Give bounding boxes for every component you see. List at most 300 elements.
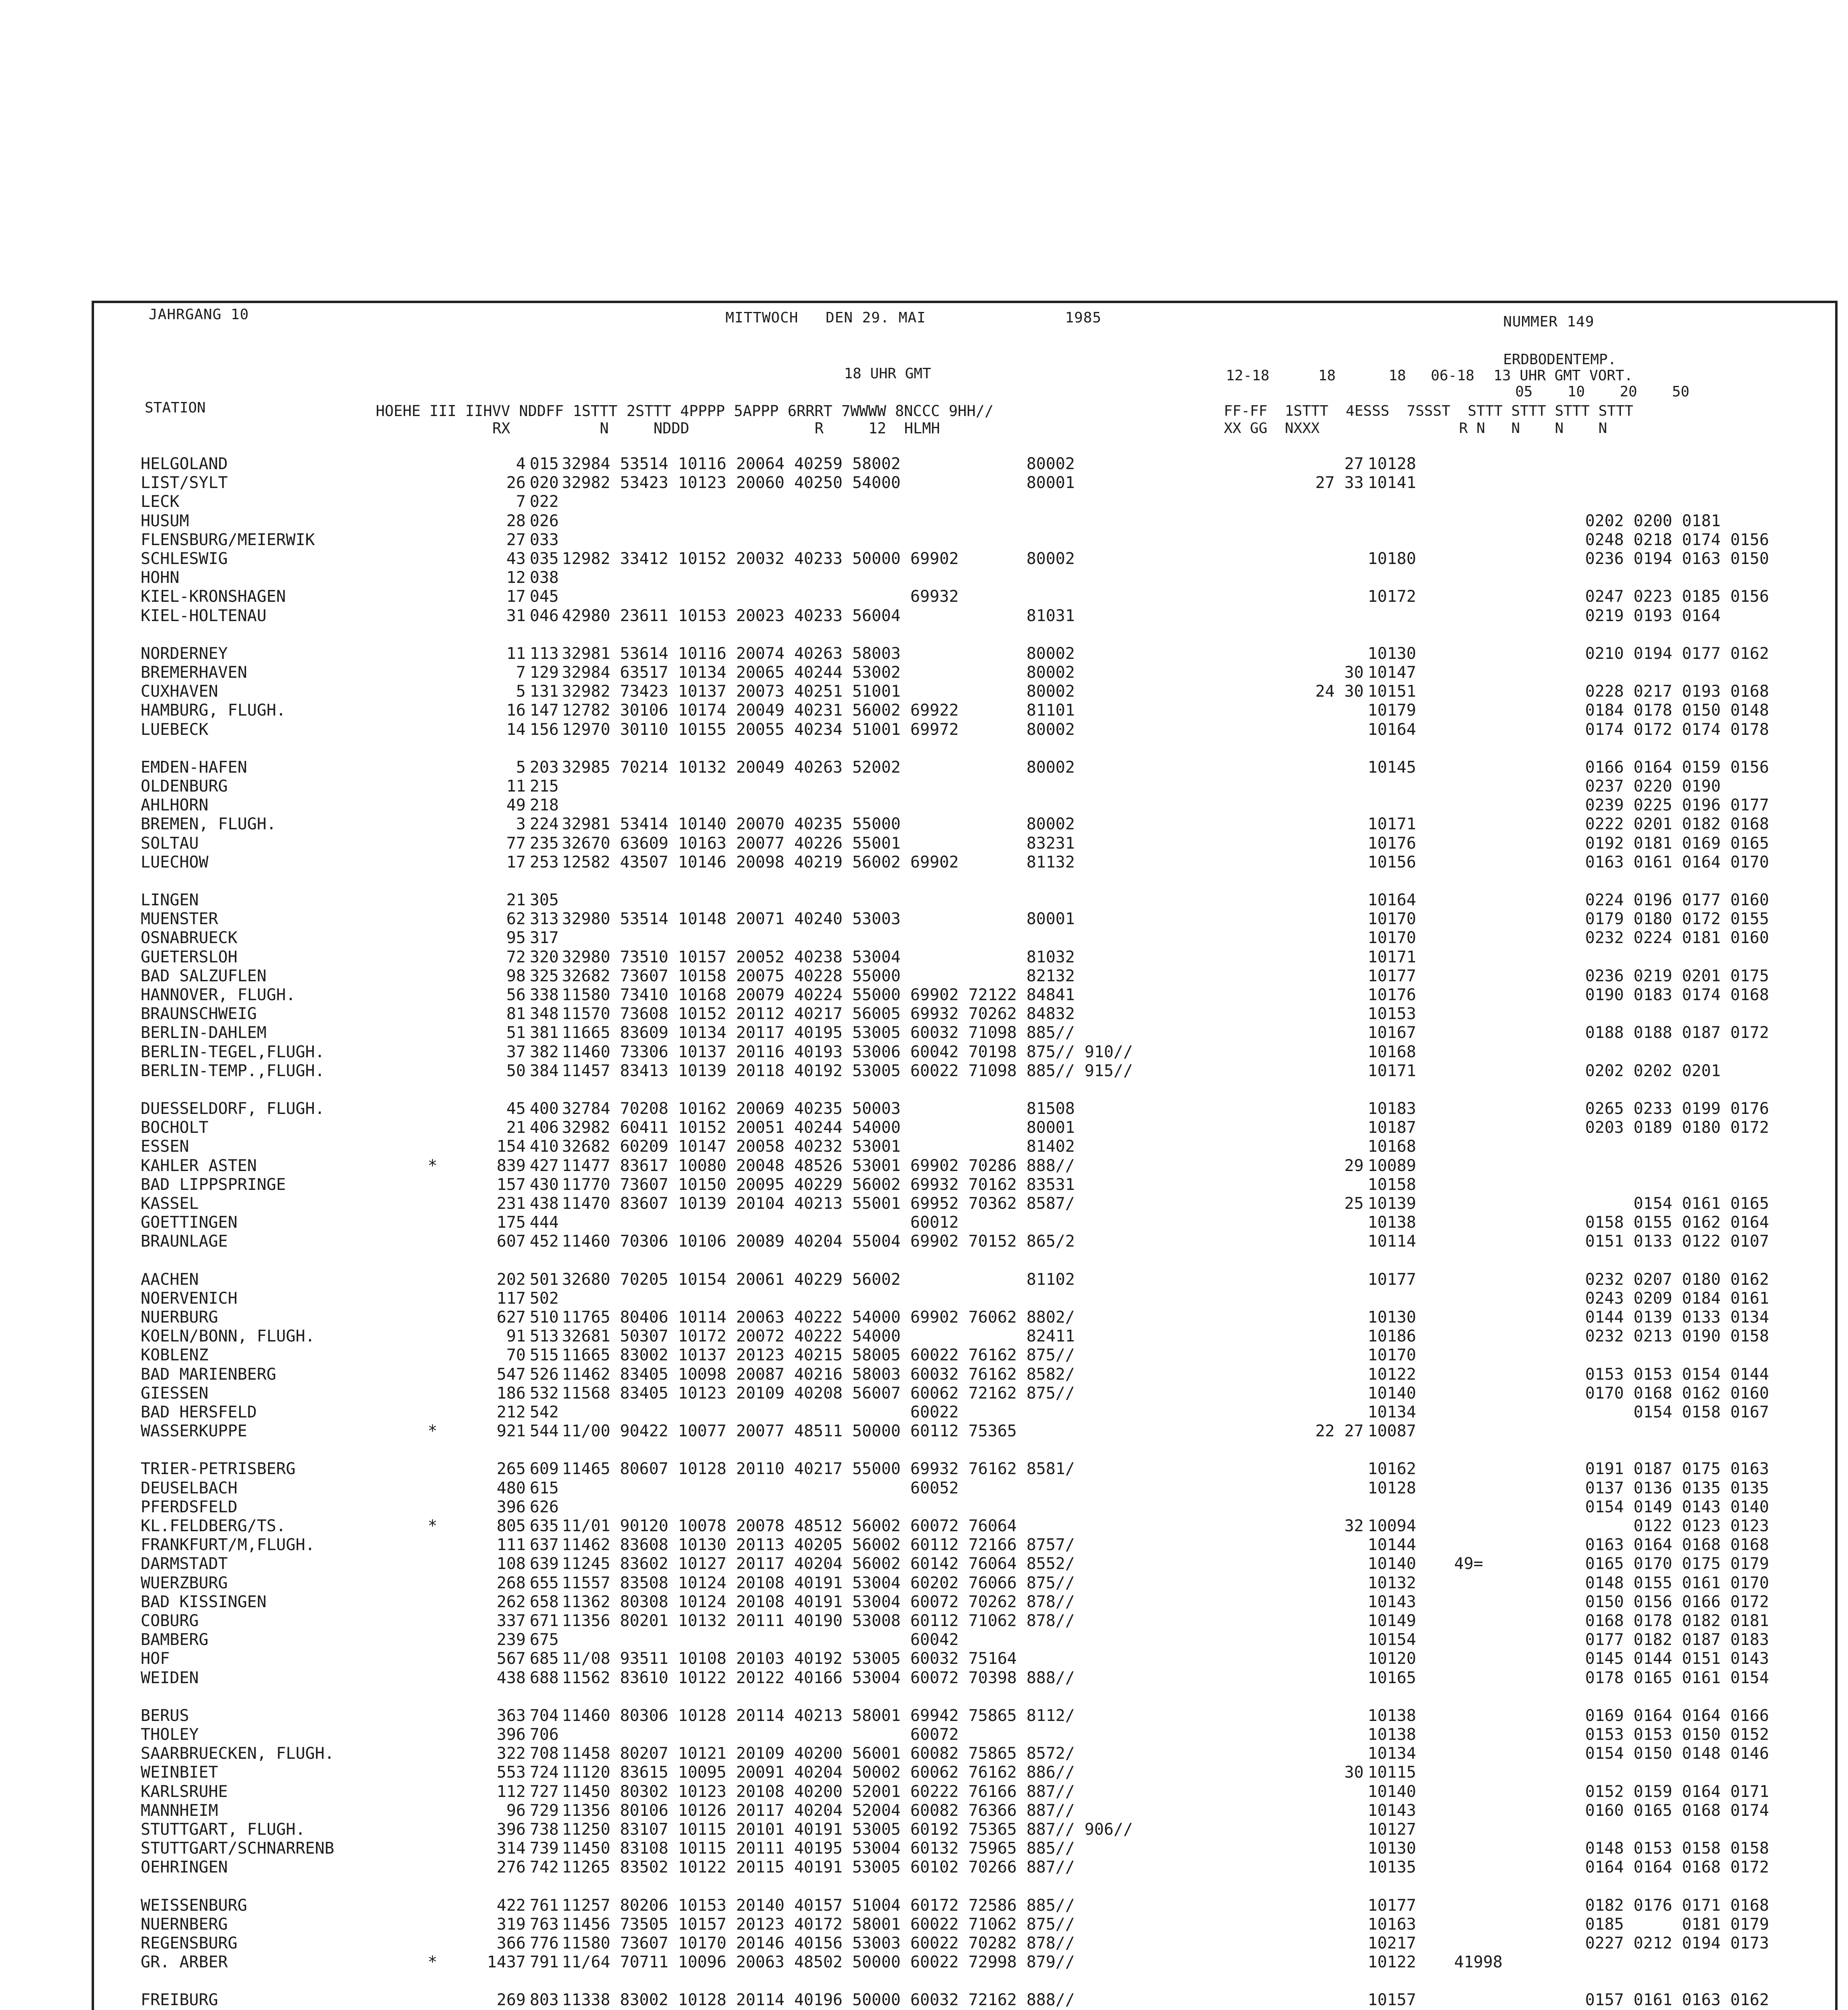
soil-temps: 0232 0207 0180 0162 [1585,1270,1769,1289]
synop-groups: 11460 73306 10137 20116 40193 53006 60042 70198 875// 910// [562,1043,1133,1061]
table-row [92,1517,1838,1535]
report-date: MITTWOCH DEN 29. MAI [725,310,926,326]
station-iii: 501 [530,1270,559,1289]
table-row [92,531,1838,549]
table-row [92,1612,1838,1630]
synop-groups: 11770 73607 10150 20095 40229 56002 69932 70162 83531 [562,1175,1075,1194]
synop-groups: 60022 [562,1403,959,1421]
soil-temps: 0247 0223 0185 0156 [1585,587,1769,606]
max-temp: 10176 [1368,834,1416,853]
soil-temps: 0248 0218 0174 0156 [1585,531,1769,549]
soil-temps: 0222 0201 0182 0168 [1585,815,1769,833]
station-hoehe: 202 [496,1270,526,1289]
table-row [92,1916,1838,1933]
synop-groups: 11580 73410 10168 20079 40224 55000 69902 72122 84841 [562,986,1075,1004]
station-name: LECK [141,492,180,511]
station-name: AHLHORN [141,796,209,814]
max-temp: 10140 [1368,1555,1416,1573]
max-temp: 10134 [1368,1403,1416,1421]
station-name: SAARBRUECKEN, FLUGH. [141,1744,334,1763]
table-row [92,1707,1838,1725]
synop-groups: 11457 83413 10139 20118 40192 53005 60022 71098 885// 915// [562,1062,1133,1080]
station-iii: 526 [530,1365,559,1384]
station-hoehe: 627 [496,1308,526,1327]
table-row [92,683,1838,700]
soil-temps: 0265 0233 0199 0176 [1585,1099,1769,1118]
table-row [92,796,1838,814]
max-temp: 10158 [1368,1175,1416,1194]
max-temp: 10145 [1368,758,1416,777]
station-hoehe: 319 [496,1915,526,1934]
station-name: FRANKFURT/M,FLUGH. [141,1536,315,1554]
station-hoehe: 28 [506,512,526,530]
station-name: MUENSTER [141,910,218,928]
station-hoehe: 62 [506,910,526,928]
station-hoehe: 21 [506,1118,526,1137]
max-temp: 10156 [1368,853,1416,872]
snow-group: 49= [1454,1555,1483,1573]
station-hoehe: 49 [506,796,526,814]
bergstation-marker: * [428,1953,438,1971]
station-hoehe: 322 [496,1744,526,1763]
station-iii: 502 [530,1289,559,1308]
synop-groups: 11250 83107 10115 20101 40191 53005 60192 75365 887// 906// [562,1820,1133,1839]
station-name: EMDEN-HAFEN [141,758,247,777]
table-row [92,1745,1838,1762]
synop-groups: 11465 80607 10128 20110 40217 55000 69932 76162 8581/ [562,1460,1075,1478]
header-12-18: 12-18 [1226,367,1270,384]
station-name: GR. ARBER [141,1953,228,1971]
station-iii: 015 [530,455,559,473]
soil-temps: 0165 0170 0175 0179 [1585,1555,1769,1573]
station-iii: 532 [530,1384,559,1403]
station-iii: 637 [530,1536,559,1554]
synop-groups: 11562 83610 10122 20122 40166 53004 60072 70398 888// [562,1669,1075,1687]
synop-groups: 32980 53514 10148 20071 40240 53003 80001 [562,910,1075,928]
station-hoehe: 553 [496,1763,526,1782]
station-name: STUTTGART, FLUGH. [141,1820,305,1839]
station-name: BAD KISSINGEN [141,1593,267,1611]
station-name: MANNHEIM [141,1801,218,1820]
station-name: CUXHAVEN [141,682,218,701]
station-hoehe: 262 [496,1593,526,1611]
synop-groups: 32682 73607 10158 20075 40228 55000 82132 [562,967,1075,985]
station-hoehe: 1437 [487,1953,526,1971]
table-row [92,986,1838,1004]
max-temp: 10177 [1368,1896,1416,1915]
synop-groups: 60012 [562,1213,959,1232]
table-row [92,1726,1838,1743]
max-temp: 10130 [1368,1839,1416,1858]
station-name: WASSERKUPPE [141,1422,247,1440]
station-name: TRIER-PETRISBERG [141,1460,296,1478]
station-iii: 688 [530,1669,559,1687]
station-name: WEISSENBURG [141,1896,247,1915]
station-hoehe: 212 [496,1403,526,1421]
station-name: BAD SALZUFLEN [141,967,267,985]
soil-temps: 0224 0196 0177 0160 [1585,891,1769,909]
station-name: WEINBIET [141,1763,218,1782]
bergstation-marker: * [428,1422,438,1440]
soil-temps: 0190 0183 0174 0168 [1585,986,1769,1004]
station-iii: 129 [530,663,559,682]
table-row [92,853,1838,871]
station-hoehe: 366 [496,1934,526,1953]
table-row [92,1536,1838,1554]
max-temp: 10140 [1368,1782,1416,1801]
station-iii: 203 [530,758,559,777]
station-hoehe: 3 [516,815,526,833]
wind-gust: 30 [1344,1763,1364,1782]
max-temp: 10171 [1368,815,1416,833]
max-temp: 10115 [1368,1763,1416,1782]
table-row [92,645,1838,662]
station-hoehe: 7 [516,663,526,682]
table-row [92,910,1838,928]
station-name: HANNOVER, FLUGH. [141,986,296,1004]
station-name: KIEL-HOLTENAU [141,607,267,625]
synop-groups: 60072 [562,1725,959,1744]
table-row [92,891,1838,909]
station-name: BAD LIPPSPRINGE [141,1175,286,1194]
station-hoehe: 7 [516,492,526,511]
header-18a: 18 [1318,367,1336,384]
station-name: OSNABRUECK [141,929,238,947]
soil-temps: 0185 0181 0179 [1585,1915,1769,1934]
header-station: STATION [145,400,206,416]
table-row [92,1309,1838,1326]
max-temp: 10157 [1368,1991,1416,2009]
station-hoehe: 56 [506,986,526,1004]
soil-temps: 0182 0176 0171 0168 [1585,1896,1769,1915]
soil-temps: 0219 0193 0164 [1585,607,1721,625]
station-iii: 776 [530,1934,559,1953]
synop-groups: 11257 80206 10153 20140 40157 51004 60172 72586 885// [562,1896,1075,1915]
station-hoehe: 186 [496,1384,526,1403]
max-temp: 10122 [1368,1953,1416,1971]
synop-groups: 32980 73510 10157 20052 40238 53004 81032 [562,948,1075,966]
station-iii: 325 [530,967,559,985]
header-depths: 05 10 20 50 [1515,384,1690,400]
synop-groups: 11462 83608 10130 20113 40205 56002 60112 72166 8757/ [562,1536,1075,1554]
table-row [92,512,1838,530]
station-iii: 131 [530,682,559,701]
station-iii: 113 [530,644,559,663]
station-iii: 609 [530,1460,559,1478]
max-temp: 10138 [1368,1706,1416,1725]
table-row [92,1840,1838,1857]
header-erdboden-time: 13 UHR GMT VORT. [1494,367,1633,384]
station-hoehe: 16 [506,701,526,720]
header-main-columns: HOEHE III IIHVV NDDFF 1STTT 2STTT 4PPPP 5APPP 6RRRT 7WWWW 8NCCC 9HH// [376,402,994,420]
table-row [92,1384,1838,1402]
table-row [92,1934,1838,1952]
station-hoehe: 14 [506,720,526,739]
max-temp: 10089 [1368,1157,1416,1175]
soil-temps: 0166 0164 0159 0156 [1585,758,1769,777]
max-temp: 10130 [1368,644,1416,663]
table-row [92,1669,1838,1687]
max-temp: 10114 [1368,1232,1416,1251]
station-hoehe: 91 [506,1327,526,1345]
station-name: BOCHOLT [141,1118,209,1137]
synop-groups: 11665 83002 10137 20123 40215 58005 60022 76162 875// [562,1346,1075,1364]
station-hoehe: 51 [506,1023,526,1042]
max-temp: 10143 [1368,1593,1416,1611]
table-row [92,493,1838,511]
synop-groups: 11557 83508 10124 20108 40191 53004 60202 76066 875// [562,1574,1075,1592]
table-row [92,777,1838,795]
station-name: BERLIN-TEMP.,FLUGH. [141,1062,325,1080]
station-hoehe: 438 [496,1669,526,1687]
station-name: BRAUNSCHWEIG [141,1005,257,1023]
synop-groups: 11356 80201 10132 20111 40190 53008 60112 71062 878// [562,1612,1075,1630]
table-row [92,1422,1838,1440]
report-number: NUMMER 149 [1503,314,1594,330]
synop-groups: 32982 73423 10137 20073 40251 51001 80002 [562,682,1075,701]
synop-groups: 11570 73608 10152 20112 40217 56005 69932 70262 84832 [562,1005,1075,1023]
station-hoehe: 27 [506,531,526,549]
soil-temps: 0227 0212 0194 0173 [1585,1934,1769,1953]
station-name: GIESSEN [141,1384,209,1403]
station-name: BREMEN, FLUGH. [141,815,277,833]
synop-groups: 11/01 90120 10078 20078 48512 56002 60072 76064 [562,1517,1017,1535]
max-temp: 10094 [1368,1517,1416,1535]
station-name: KIEL-KRONSHAGEN [141,587,286,606]
station-name: NORDERNEY [141,644,228,663]
table-row [92,1214,1838,1231]
station-hoehe: 422 [496,1896,526,1915]
table-row [92,1858,1838,1876]
soil-temps: 0148 0155 0161 0170 [1585,1574,1769,1592]
station-hoehe: 95 [506,929,526,947]
soil-temps: 0192 0181 0169 0165 [1585,834,1769,853]
station-iii: 444 [530,1213,559,1232]
max-temp: 10187 [1368,1118,1416,1137]
station-iii: 215 [530,777,559,796]
station-iii: 147 [530,701,559,720]
station-hoehe: 805 [496,1517,526,1535]
synop-groups: 32984 63517 10134 20065 40244 53002 80002 [562,663,1075,682]
max-temp: 10149 [1368,1612,1416,1630]
station-iii: 406 [530,1118,559,1137]
soil-temps: 0150 0156 0166 0172 [1585,1593,1769,1611]
synop-groups: 32985 70214 10132 20049 40263 52002 80002 [562,758,1075,777]
table-row [92,1138,1838,1155]
table-row [92,1119,1838,1136]
table-row [92,550,1838,568]
station-iii: 224 [530,815,559,833]
max-temp: 10087 [1368,1422,1416,1440]
station-iii: 430 [530,1175,559,1194]
synop-groups: 32680 70205 10154 20061 40229 56002 81102 [562,1270,1075,1289]
station-name: BRAUNLAGE [141,1232,228,1251]
synop-groups: 11462 83405 10098 20087 40216 58003 60032 76162 8582/ [562,1365,1075,1384]
max-temp: 10168 [1368,1137,1416,1156]
station-iii: 218 [530,796,559,814]
table-row [92,1024,1838,1042]
soil-temps: 0237 0220 0190 [1585,777,1721,796]
station-name: GOETTINGEN [141,1213,238,1232]
station-hoehe: 268 [496,1574,526,1592]
soil-temps: 0188 0188 0187 0172 [1585,1023,1769,1042]
soil-temps: 0153 0153 0150 0152 [1585,1725,1769,1744]
synop-groups: 32984 53514 10116 20064 40259 58002 80002 [562,455,1075,473]
station-name: COBURG [141,1612,199,1630]
station-name: LINGEN [141,891,199,909]
synop-groups: 32982 60411 10152 20051 40244 54000 80001 [562,1118,1075,1137]
table-row [92,701,1838,719]
max-temp: 10139 [1368,1194,1416,1213]
station-hoehe: 17 [506,587,526,606]
station-iii: 510 [530,1308,559,1327]
station-hoehe: 396 [496,1820,526,1839]
station-hoehe: 43 [506,550,526,568]
group-header-18-uhr: 18 UHR GMT [844,365,931,382]
table-row [92,1100,1838,1118]
synop-groups: 11450 80302 10123 20108 40200 52001 60222 76166 887// [562,1782,1075,1801]
synop-groups: 12582 43507 10146 20098 40219 56002 69902 81132 [562,853,1075,872]
soil-temps: 0179 0180 0172 0155 [1585,910,1769,928]
table-row [92,1498,1838,1516]
station-name: NUERBURG [141,1308,218,1327]
bergstation-marker: * [428,1517,438,1535]
synop-groups: 32670 63609 10163 20077 40226 55001 83231 [562,834,1075,853]
table-row [92,815,1838,833]
max-temp: 10165 [1368,1669,1416,1687]
table-row [92,1346,1838,1364]
soil-temps: 0154 0161 0165 [1585,1194,1769,1213]
station-hoehe: 37 [506,1043,526,1061]
table-row [92,1157,1838,1175]
synop-groups: 11245 83602 10127 20117 40204 56002 60142 76064 8552/ [562,1555,1075,1573]
table-row [92,588,1838,605]
station-hoehe: 239 [496,1631,526,1649]
station-hoehe: 70 [506,1346,526,1364]
wind-gust: 30 [1344,663,1364,682]
station-name: BREMERHAVEN [141,663,247,682]
soil-temps: 0154 0158 0167 [1585,1403,1769,1421]
station-name: HAMBURG, FLUGH. [141,701,286,720]
station-hoehe: 81 [506,1005,526,1023]
station-iii: 313 [530,910,559,928]
table-row [92,1290,1838,1307]
soil-temps: 0163 0164 0168 0168 [1585,1536,1769,1554]
wind-gust: 27 [1344,455,1364,473]
station-hoehe: 50 [506,1062,526,1080]
header-main-subcolumns: RX N NDDD R 12 HLMH [492,420,940,437]
soil-temps: 0160 0165 0168 0174 [1585,1801,1769,1820]
table-row [92,1802,1838,1819]
station-hoehe: 21 [506,891,526,909]
station-name: SOLTAU [141,834,199,853]
station-name: PFERDSFELD [141,1498,238,1516]
synop-groups: 32682 60209 10147 20058 40232 53001 81402 [562,1137,1075,1156]
synop-groups: 69932 [562,587,959,606]
station-name: KARLSRUHE [141,1782,228,1801]
station-name: REGENSBURG [141,1934,238,1953]
table-row [92,929,1838,947]
station-iii: 156 [530,720,559,739]
station-iii: 046 [530,607,559,625]
wind-gust: 22 27 [1315,1422,1364,1440]
station-iii: 542 [530,1403,559,1421]
station-iii: 038 [530,568,559,587]
station-iii: 452 [530,1232,559,1251]
station-iii: 658 [530,1593,559,1611]
station-hoehe: 567 [496,1649,526,1668]
max-temp: 10176 [1368,986,1416,1004]
max-temp: 10167 [1368,1023,1416,1042]
station-name: NOERVENICH [141,1289,238,1308]
header-18b: 18 [1389,367,1406,384]
station-iii: 729 [530,1801,559,1820]
max-temp: 10134 [1368,1744,1416,1763]
table-row [92,1195,1838,1212]
table-row [92,1062,1838,1080]
soil-temps: 0178 0165 0161 0154 [1585,1669,1769,1687]
station-iii: 400 [530,1099,559,1118]
table-row [92,1593,1838,1611]
station-hoehe: 337 [496,1612,526,1630]
station-name: BERLIN-DAHLEM [141,1023,267,1042]
station-name: BAD MARIENBERG [141,1365,277,1384]
table-row [92,1327,1838,1345]
station-name: THOLEY [141,1725,199,1744]
station-iii: 438 [530,1194,559,1213]
soil-temps: 0148 0153 0158 0158 [1585,1839,1769,1858]
station-hoehe: 17 [506,853,526,872]
station-hoehe: 231 [496,1194,526,1213]
station-iii: 615 [530,1479,559,1497]
table-row [92,1176,1838,1194]
soil-temps: 0174 0172 0174 0178 [1585,720,1769,739]
station-name: SCHLESWIG [141,550,228,568]
wind-gust: 27 33 [1315,474,1364,492]
max-temp: 10135 [1368,1858,1416,1877]
station-name: WUERZBURG [141,1574,228,1592]
max-temp: 10127 [1368,1820,1416,1839]
max-temp: 10130 [1368,1308,1416,1327]
synop-groups: 60052 [562,1479,959,1497]
synop-groups: 32681 50307 10172 20072 40222 54000 82411 [562,1327,1075,1345]
wind-gust: 29 [1344,1157,1364,1175]
station-hoehe: 112 [496,1782,526,1801]
table-row [92,1271,1838,1288]
station-iii: 348 [530,1005,559,1023]
station-iii: 544 [530,1422,559,1440]
station-hoehe: 11 [506,644,526,663]
wind-gust: 25 [1344,1194,1364,1213]
soil-temps: 0168 0178 0182 0181 [1585,1612,1769,1630]
station-name: HOF [141,1649,170,1668]
station-name: KOELN/BONN, FLUGH. [141,1327,315,1345]
station-name: STUTTGART/SCHNARRENB [141,1839,334,1858]
station-name: HUSUM [141,512,189,530]
soil-temps: 0243 0209 0184 0161 [1585,1289,1769,1308]
max-temp: 10170 [1368,1346,1416,1364]
station-iii: 338 [530,986,559,1004]
station-hoehe: 72 [506,948,526,966]
max-temp: 10217 [1368,1934,1416,1953]
synop-groups: 42980 23611 10153 20023 40233 56004 81031 [562,607,1075,625]
station-name: BERLIN-TEGEL,FLUGH. [141,1043,325,1061]
station-name: BAMBERG [141,1631,209,1649]
station-iii: 020 [530,474,559,492]
station-name: KL.FELDBERG/TS. [141,1517,286,1535]
max-temp: 10171 [1368,1062,1416,1080]
table-row [92,721,1838,738]
